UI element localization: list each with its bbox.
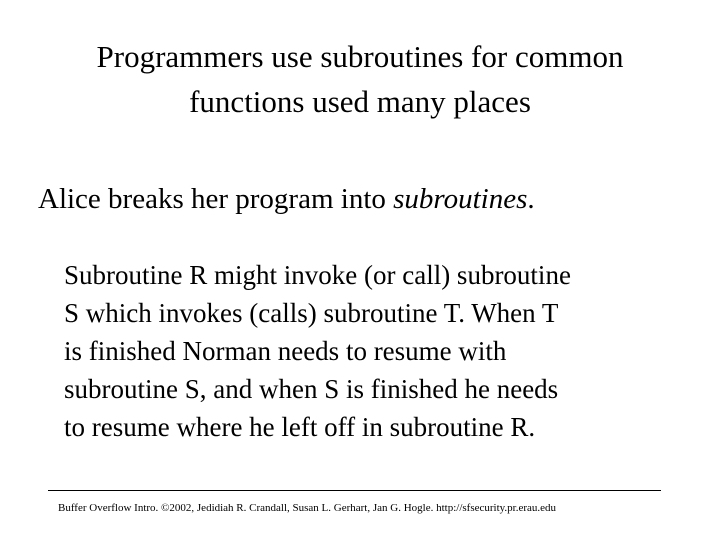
sub-paragraph-line: S which invokes (calls) subroutine T. When T <box>64 298 559 328</box>
main-bullet <box>38 180 535 218</box>
slide-title <box>30 34 690 124</box>
sub-paragraph <box>64 256 704 446</box>
main-bullet-text: Alice breaks her program into <box>38 183 394 215</box>
sub-paragraph-line: Subroutine R might invoke (or call) subroutine <box>64 260 571 290</box>
slide-title-line: functions used many places <box>189 84 531 119</box>
main-bullet-emphasis: subroutines <box>393 183 528 215</box>
main-bullet-period: . <box>527 183 535 215</box>
footer-divider <box>48 490 661 491</box>
sub-paragraph-line: subroutine S, and when S is finished he needs <box>64 374 559 404</box>
sub-paragraph-line: to resume where he left off in subroutine R. <box>64 412 536 442</box>
footer-citation: Buffer Overflow Intro. ©2002, Jedidiah R. Crandall, Susan L. Gerhart, Jan G. Hogle. http://sfsecurity.pr.erau.edu <box>58 502 557 514</box>
slide-title-line: Programmers use subroutines for common <box>96 39 624 74</box>
sub-paragraph-line: is finished Norman needs to resume with <box>64 336 507 366</box>
